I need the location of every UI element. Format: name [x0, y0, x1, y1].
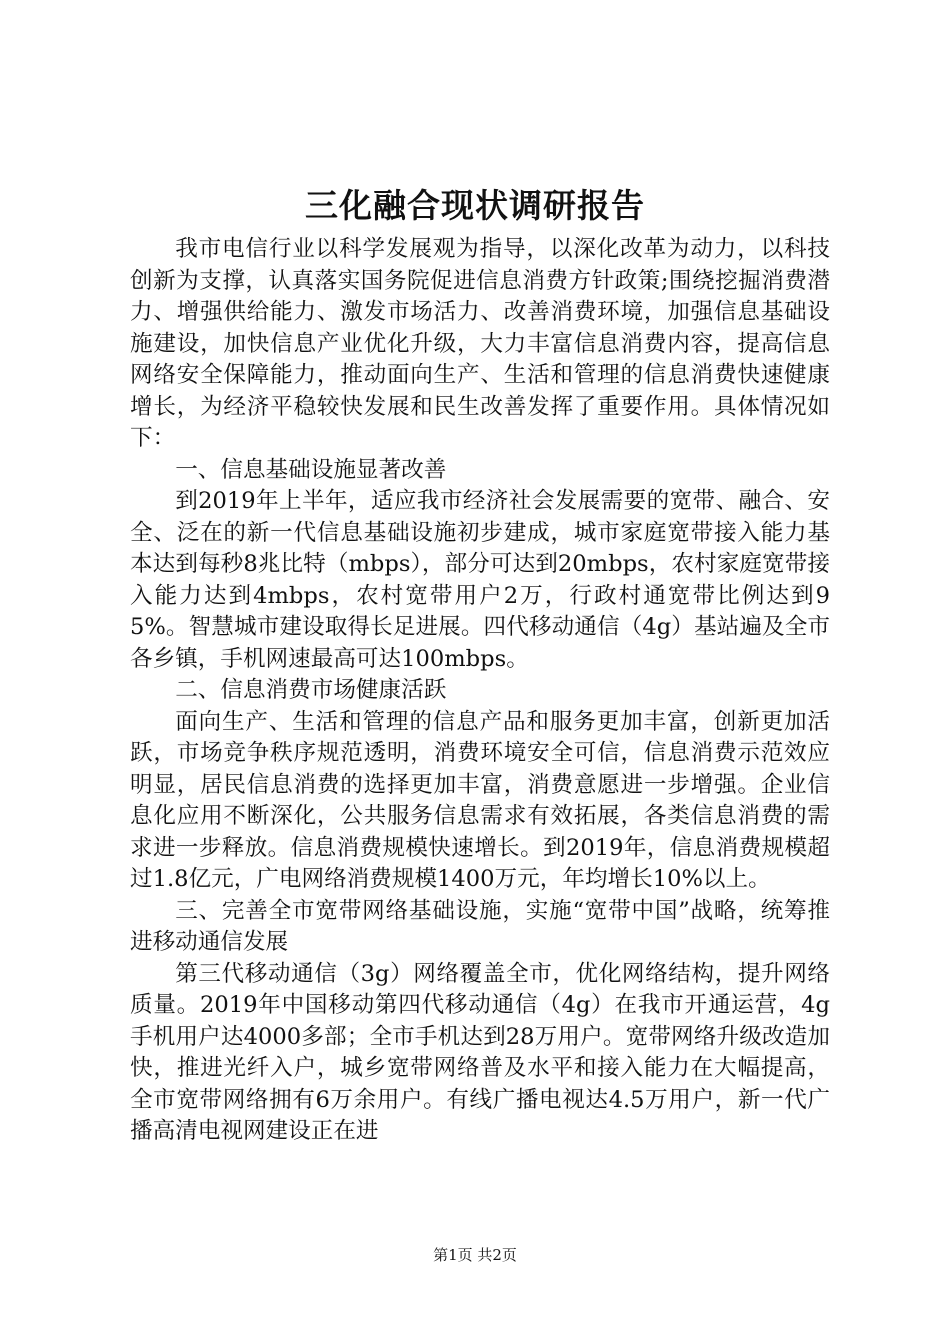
- page-footer: 第1页 共2页: [433, 1246, 517, 1264]
- section-paragraph-2: 面向生产、生活和管理的信息产品和服务更加丰富，创新更加活跃，市场竞争秩序规范透明，消费环境安全可信，信息消费示范效应明显，居民信息消费的选择更加丰富，消费意愿进一步增强。企业信息化应用不断深化，公共服务信息需求有效拓展，各类信息消费的需求进一步释放。信息消费规模快速增长。到2019年，信息消费规模超过1.8亿元，广电网络消费规模1400万元，年均增长10%以上。: [130, 708, 830, 892]
- section-paragraph-3: 第三代移动通信（3g）网络覆盖全市，优化网络结构，提升网络质量。2019年中国移动第四代移动通信（4g）在我市开通运营，4g手机用户达4000多部；全市手机达到28万用户。宽带网络升级改造加快，推进光纤入户，城乡宽带网络普及水平和接入能力在大幅提高，全市宽带网络拥有6万余用户。有线广播电视达4.5万用户，新一代广播高清电视网建设正在进: [130, 960, 830, 1144]
- section-paragraph-1: 到2019年上半年，适应我市经济社会发展需要的宽带、融合、安全、泛在的新一代信息基础设施初步建成，城市家庭宽带接入能力基本达到每秒8兆比特（mbps），部分可达到20mbps，农村家庭宽带接入能力达到4mbps，农村宽带用户2万，行政村通宽带比例达到95%。智慧城市建设取得长足进展。四代移动通信（4g）基站遍及全市各乡镇，手机网速最高可达100mbps。: [130, 488, 830, 672]
- section-heading-2: 二、信息消费市场健康活跃: [175, 677, 447, 703]
- document-body: [130, 234, 830, 1148]
- document-title: 三化融合现状调研报告: [305, 186, 645, 225]
- intro-paragraph: 我市电信行业以科学发展观为指导，以深化改革为动力，以科技创新为支撑，认真落实国务院促进信息消费方针政策;围绕挖掘消费潜力、增强供给能力、激发市场活力、改善消费环境，加强信息基础设施建设，加快信息产业优化升级，大力丰富信息消费内容，提高信息网络安全保障能力，推动面向生产、生活和管理的信息消费快速健康增长，为经济平稳较快发展和民生改善发挥了重要作用。具体情况如下：: [130, 236, 830, 451]
- section-heading-1: 一、信息基础设施显著改善: [175, 456, 447, 483]
- section-heading-3: 三、完善全市宽带网络基础设施，实施“宽带中国”战略，统筹推进移动通信发展: [130, 897, 830, 955]
